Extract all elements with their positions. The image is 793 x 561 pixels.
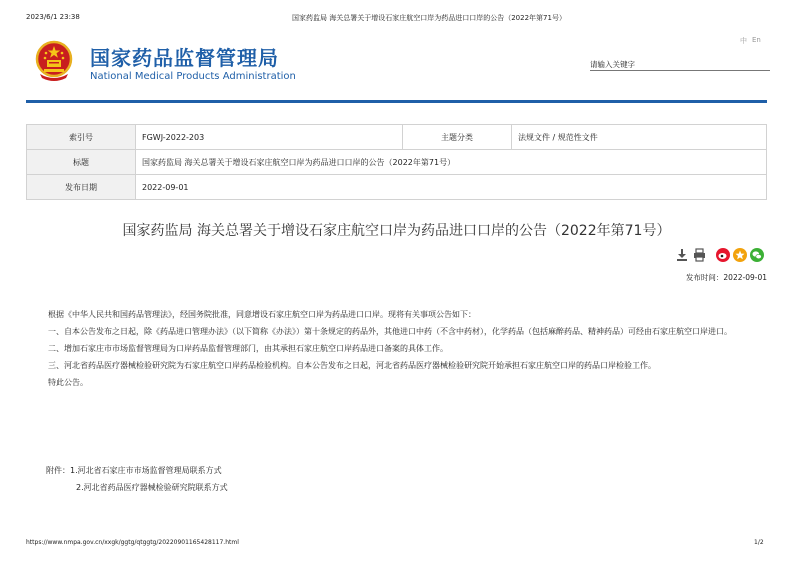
date-label: 发布日期	[27, 175, 136, 200]
body-paragraph: 特此公告。	[48, 378, 88, 387]
article-title: 国家药监局 海关总署关于增设石家庄航空口岸为药品进口口岸的公告（2022年第71号）	[122, 223, 671, 239]
site-name-en: National Medical Products Administration	[90, 71, 296, 82]
meta-row-date	[27, 175, 767, 200]
site-name-cn[interactable]: 国家药品监督管理局	[90, 46, 279, 70]
meta-row-index	[27, 125, 767, 150]
body-paragraph: 三、河北省药品医疗器械检验研究院为石家庄航空口岸药品检验机构。自本公告发布之日起，河北省药品医疗器械检验研究院开始承担石家庄航空口岸的药品口岸检验工作。	[48, 361, 656, 370]
publish-time: 发布时间：2022-09-01	[685, 273, 767, 282]
meta-table	[26, 124, 767, 200]
download-icon[interactable]	[676, 248, 688, 262]
footer-page-number: 1/2	[754, 539, 764, 546]
title-value: 国家药监局 海关总署关于增设石家庄航空口岸为药品进口口岸的公告（2022年第71号）	[136, 150, 767, 175]
attachment-link[interactable]: 2.河北省药品医疗器械检验研究院联系方式	[76, 483, 228, 492]
article-body	[26, 306, 767, 391]
search-input[interactable]	[590, 60, 765, 69]
category-label: 主题分类	[403, 125, 512, 150]
date-value: 2022-09-01	[136, 175, 767, 200]
footer-url: https://www.nmpa.gov.cn/xxgk/ggtg/qtggtg/20220901165428117.html	[26, 539, 239, 546]
search-box	[590, 52, 770, 71]
favorite-share-icon[interactable]	[733, 248, 747, 262]
index-label: 索引号	[27, 125, 136, 150]
index-value: FGWJ-2022-203	[136, 125, 403, 150]
weibo-share-icon[interactable]	[716, 248, 730, 262]
lang-en-link[interactable]: En	[752, 36, 761, 44]
print-page-title: 国家药监局 海关总署关于增设石家庄航空口岸为药品进口口岸的公告（2022年第71号）	[292, 14, 566, 22]
header-divider	[26, 100, 767, 103]
national-emblem-icon	[32, 38, 76, 82]
title-label: 标题	[27, 150, 136, 175]
body-paragraph: 二、增加石家庄市市场监督管理局为口岸药品监督管理部门，由其承担石家庄航空口岸药品进口备案的具体工作。	[48, 344, 448, 353]
print-icon[interactable]	[693, 248, 706, 262]
print-datetime: 2023/6/1 23:38	[26, 13, 80, 21]
attachment-link[interactable]: 附件：1.河北省石家庄市市场监督管理局联系方式	[46, 466, 222, 475]
meta-row-title	[27, 150, 767, 175]
lang-zh-link[interactable]: 中	[740, 37, 747, 45]
body-paragraph: 一、自本公告发布之日起，除《药品进口管理办法》（以下简称《办法》）第十条规定的药品外，其他进口中药（不含中药材），化学药品（包括麻醉药品、精神药品）可经由石家庄航空口岸进口。	[48, 327, 732, 336]
body-paragraph: 根据《中华人民共和国药品管理法》，经国务院批准，同意增设石家庄航空口岸为药品进口口岸。现将有关事项公告如下：	[48, 310, 476, 319]
category-value: 法规文件 / 规范性文件	[512, 125, 767, 150]
attachments	[46, 462, 228, 496]
wechat-share-icon[interactable]	[750, 248, 764, 262]
